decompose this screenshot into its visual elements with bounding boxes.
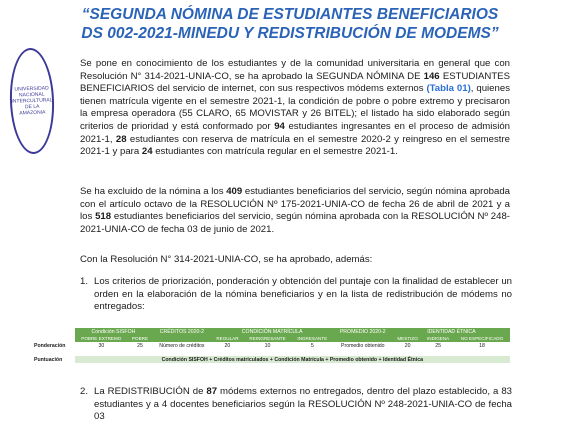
table-row-puntuacion — [32, 356, 510, 363]
document-title — [70, 5, 510, 43]
table-cell: 30 — [75, 342, 128, 349]
table-subheader-cell: INDIGENA — [422, 335, 454, 342]
score-formula-cell: Condición SISFOH + Créditos matriculados + Condición Matrícula + Promedio obtenido + Identidad Étnica — [75, 356, 510, 363]
university-seal-stamp: UNIVERSIDAD NACIONAL INTERCULTURAL DE LA AMAZONIA — [8, 47, 56, 154]
title-line-1: “SEGUNDA NÓMINA DE ESTUDIANTES BENEFICIARIOS — [81, 6, 499, 23]
list-item-text: Los criterios de priorización, ponderación y obtención del puntaje con la finalidad de establecer un orden en la elaboración de la nómina beneficiarios y en la lista de redistribución de módems no entregados: — [94, 276, 512, 313]
table-header-cell: IDENTIDAD ÉTNICA — [393, 328, 510, 335]
table-subheader-cell: NO ESPECIFICADO — [454, 335, 510, 342]
table-subheader-row — [32, 335, 510, 342]
table-cell: 25 — [422, 342, 454, 349]
table-cell: 5 — [292, 342, 333, 349]
paragraph-exclusions: Se ha excluido de la nómina a los 409 estudiantes beneficiarios del servicio, según nómina aprobada con el artículo octavo de la RESOLUCIÓN Nº 175-2021-UNIA-CO de fecha 26 de abril de 2021 y a los 518 estudiantes beneficiarios del servicio, según nómina aprobada con la RESOLUCIÓN Nº 248-2021-UNIA-CO de fecha 03 de junio de 2021. — [80, 186, 510, 235]
table-header-cell: Condición SISFOH — [75, 328, 152, 335]
table-subheader-cell: REGULAR — [212, 335, 244, 342]
table-row-ponderacion — [32, 342, 510, 349]
paragraph-resolution-intro: Con la Resolución N° 314-2021-UNIA-CO, se ha aprobado, además: — [80, 254, 373, 265]
list-number: 1. — [80, 276, 89, 287]
table-header-row — [32, 328, 510, 335]
row-label: Ponderación — [32, 342, 75, 349]
title-line-2: DS 002-2021-MINEDU Y REDISTRIBUCIÓN DE MODEMS” — [81, 25, 499, 42]
table-subheader-cell — [333, 335, 393, 342]
list-number: 2. — [80, 386, 89, 397]
table-cell: Promedio obtenido — [333, 342, 393, 349]
table-header-cell: CRÉDITOS 2020-2 — [152, 328, 211, 335]
paragraph-announcement: Se pone en conocimiento de los estudiantes y de la comunidad universitaria en general que con Resolución N° 314-2021-UNIA-CO, se ha aprobado la SEGUNDA NÓMINA DE 146 ESTUDIANTES BENEFICIARIOS del servicio de internet, con sus respectivos módems externos (Tabla 01), quienes tienen matrícula vigente en el semestre 2021-1, la condición de pobre o pobre extremo y precisaron la empresa operadora (55 CLARO, 65 MOVISTAR y 26 BITEL); el listado ha sido elaborado según criterios de prioridad y está conformado por 94 estudiantes ingresantes en el proceso de admisión 2021-1, 28 estudiantes con reserva de matrícula en el semestre 2020-2 y reingreso en el semestre 2021-1 y para 24 estudiantes con matrícula regular en el semestre 2021-1. — [80, 58, 510, 158]
table-subheader-cell — [152, 335, 211, 342]
table-subheader-cell: INGRESANTE — [292, 335, 333, 342]
table-cell: Número de créditos — [152, 342, 211, 349]
table-cell: 10 — [243, 342, 292, 349]
table-subheader-cell: REINGRESANTE — [243, 335, 292, 342]
list-item-redistribution: 2. La REDISTRIBUCIÓN de 87 módems externos no entregados, dentro del plazo establecido, a 83 estudiantes y a 4 docentes beneficiarios según la RESOLUCIÓN Nº 248-2021-UNIA-CO de fecha 03 — [80, 386, 512, 423]
table-cell: 18 — [454, 342, 510, 349]
table-cell: 20 — [393, 342, 422, 349]
table-header-cell: PROMEDIO 2020-2 — [333, 328, 393, 335]
criteria-table — [32, 328, 510, 363]
table-cell: 20 — [212, 342, 244, 349]
list-item-criteria — [80, 276, 512, 314]
table-subheader-cell: POBRE EXTREMO — [75, 335, 128, 342]
table-header-cell: CONDICIÓN MATRÍCULA — [212, 328, 333, 335]
row-label: Puntuación — [32, 356, 75, 363]
table-subheader-cell: MESTIZO — [393, 335, 422, 342]
table-subheader-cell: POBRE — [128, 335, 152, 342]
table-cell: 25 — [128, 342, 152, 349]
table-reference-link[interactable]: (Tabla 01) — [426, 83, 471, 95]
